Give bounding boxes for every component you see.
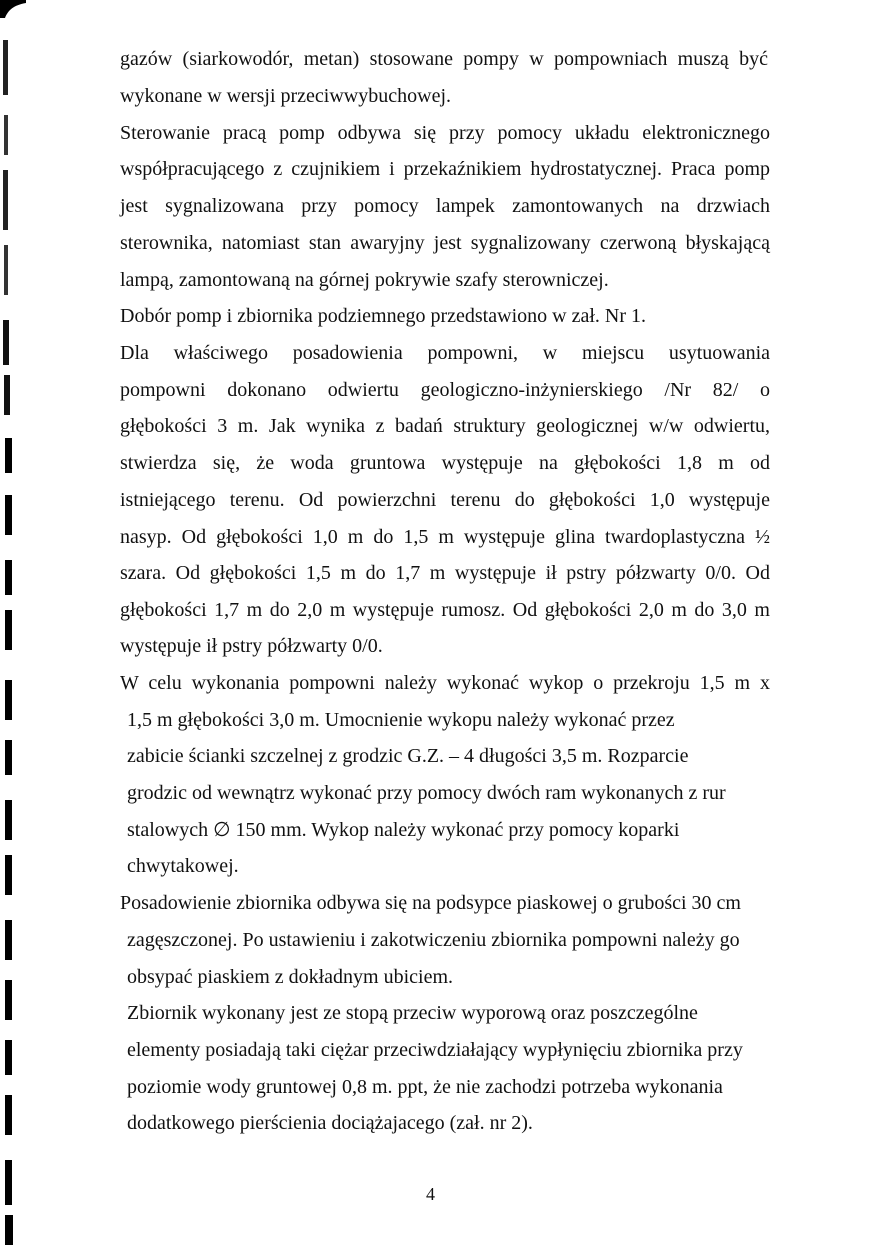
scan-binding-edge [0, 0, 26, 1245]
text-line: grodzic od wewnątrz wykonać przy pomocy dwóch ram wykonanych z rur [127, 782, 726, 804]
text-line: zabicie ścianki szczelnej z grodzic G.Z. – 4 długości 3,5 m. Rozparcie [127, 745, 689, 767]
page-number: 4 [426, 1184, 435, 1204]
text-line: sterownika, natomiast stan awaryjny jest sygnalizowany czerwoną błyskającą [120, 232, 770, 254]
text-line: Sterowanie pracą pomp odbywa się przy pomocy układu elektronicznego [120, 122, 770, 144]
text-line: pompowni dokonano odwiertu geologiczno-inżynierskiego /Nr 82/ o [120, 379, 770, 401]
text-line: głębokości 3 m. Jak wynika z badań struktury geologicznej w/w odwiertu, [120, 415, 770, 437]
text-line: 1,5 m głębokości 3,0 m. Umocnienie wykopu należy wykonać przez [127, 709, 675, 731]
text-line: szara. Od głębokości 1,5 m do 1,7 m występuje ił pstry półzwarty 0/0. Od [120, 562, 770, 584]
text-line: zagęszczonej. Po ustawieniu i zakotwiczeniu zbiornika pompowni należy go [127, 929, 740, 951]
text-line: gazów (siarkowodór, metan) stosowane pompy w pompowniach muszą być [120, 48, 768, 70]
text-line: poziomie wody gruntowej 0,8 m. ppt, że nie zachodzi potrzeba wykonania [127, 1076, 723, 1098]
text-line: wykonane w wersji przeciwwybuchowej. [120, 85, 452, 107]
text-line: nasyp. Od głębokości 1,0 m do 1,5 m występuje glina twardoplastyczna ½ [120, 526, 770, 548]
text-line: dodatkowego pierścienia dociążajacego (zał. nr 2). [127, 1112, 533, 1134]
text-line: głębokości 1,7 m do 2,0 m występuje rumosz. Od głębokości 2,0 m do 3,0 m [120, 599, 770, 621]
text-line: Dobór pomp i zbiornika podziemnego przedstawiono w zał. Nr 1. [120, 305, 646, 327]
text-line: lampą, zamontowaną na górnej pokrywie szafy sterowniczej. [120, 269, 609, 291]
text-line: chwytakowej. [127, 855, 239, 877]
text-line: obsypać piaskiem z dokładnym ubiciem. [127, 966, 454, 988]
text-line: stwierdza się, że woda gruntowa występuje na głębokości 1,8 m od [120, 452, 770, 474]
text-line: współpracującego z czujnikiem i przekaźnikiem hydrostatycznej. Praca pomp [120, 158, 770, 180]
text-line: W celu wykonania pompowni należy wykonać wykop o przekroju 1,5 m x [120, 672, 770, 694]
text-line: istniejącego terenu. Od powierzchni terenu do głębokości 1,0 występuje [120, 489, 770, 511]
text-line: występuje ił pstry półzwarty 0/0. [120, 635, 383, 657]
text-line: Posadowienie zbiornika odbywa się na podsypce piaskowej o grubości 30 cm [120, 892, 741, 914]
text-line: Zbiornik wykonany jest ze stopą przeciw wyporową oraz poszczególne [127, 1002, 698, 1024]
text-line: Dla właściwego posadowienia pompowni, w miejscu usytuowania [120, 342, 770, 364]
text-line: elementy posiadają taki ciężar przeciwdziałający wypłynięciu zbiornika przy [127, 1039, 743, 1061]
text-line: jest sygnalizowana przy pomocy lampek zamontowanych na drzwiach [120, 195, 770, 217]
text-line: stalowych ∅ 150 mm. Wykop należy wykonać przy pomocy koparki [127, 819, 680, 841]
